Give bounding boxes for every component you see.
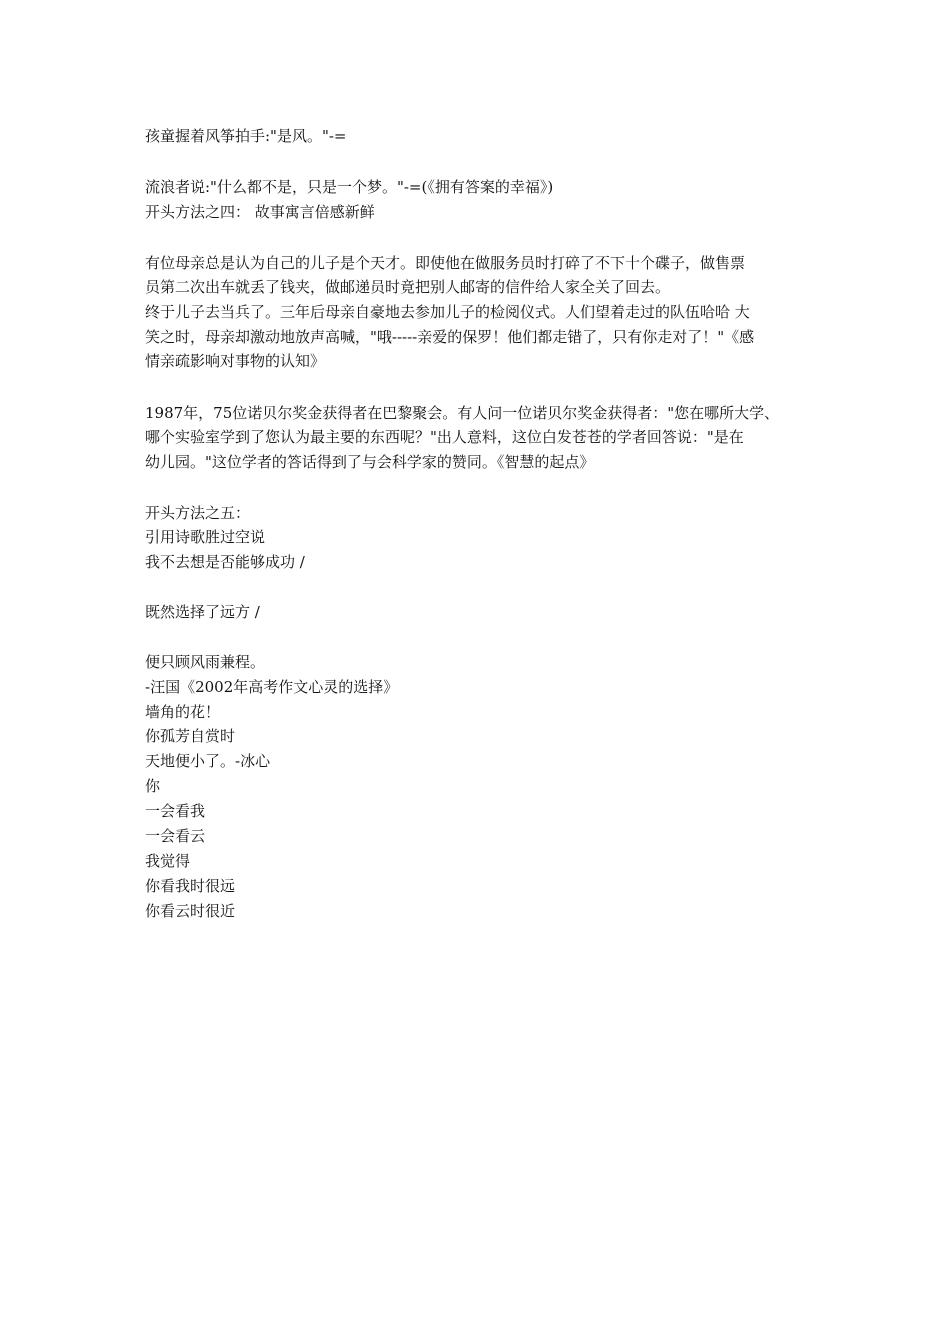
- text-line-2: 流浪者说:"什么都不是，只是一个梦。"-=(《拥有答案的幸福》): [145, 178, 554, 196]
- poem-line-5: 你孤芳自赏时: [145, 727, 236, 745]
- poem-line-1: 我不去想是否能够成功 /: [145, 553, 305, 571]
- poem-line-7: 你: [145, 777, 161, 795]
- text-line-1: 孩童握着风筝拍手:"是风。"-=: [145, 127, 347, 145]
- poem-line-3: 便只顾风雨兼程。: [145, 653, 266, 671]
- story-1-line-2: 员第二次出车就丢了钱夹，做邮递员时竟把别人邮寄的信件给人家全关了回去。: [145, 278, 671, 296]
- poem-line-9: 一会看云: [145, 827, 206, 845]
- poem-line-8: 一会看我: [145, 802, 206, 820]
- poem-line-10: 我觉得: [145, 852, 191, 870]
- story-2-line-3: 幼儿园。"这位学者的答话得到了与会科学家的赞同。《智慧的起点》: [145, 453, 595, 471]
- poem-line-12: 你看云时很近: [145, 902, 236, 920]
- story-1-line-5: 情亲疏影响对事物的认知》: [145, 352, 326, 370]
- story-1-line-1: 有位母亲总是认为自己的儿子是个天才。即使他在做服务员时打碎了不下十个碟子，做售票: [145, 254, 746, 272]
- poem-attribution-1: -汪国《2002年高考作文心灵的选择》: [145, 678, 399, 696]
- story-1-line-3: 终于儿子去当兵了。三年后母亲自豪地去参加儿子的检阅仪式。人们望着走过的队伍哈哈 大: [145, 303, 750, 321]
- poem-line-11: 你看我时很远: [145, 877, 236, 895]
- section-heading-method-4: 开头方法之四： 故事寓言倍感新鲜: [145, 203, 375, 221]
- poem-line-2: 既然选择了远方 /: [145, 603, 260, 621]
- story-2-line-2: 哪个实验室学到了您认为最主要的东西呢？"出人意料，这位白发苍苍的学者回答说："是在: [145, 428, 744, 446]
- story-1-line-4: 笑之时，母亲却激动地放声高喊，"哦-----亲爱的保罗！他们都走错了，只有你走对了！"《感: [145, 328, 755, 346]
- section-heading-method-5: 开头方法之五：: [145, 504, 251, 522]
- poem-line-4: 墙角的花！: [145, 703, 221, 721]
- poem-line-6: 天地便小了。-冰心: [145, 752, 271, 770]
- section-subheading: 引用诗歌胜过空说: [145, 528, 266, 546]
- story-2-line-1: 1987年，75位诺贝尔奖金获得者在巴黎聚会。有人问一位诺贝尔奖金获得者："您在哪所大学、: [145, 404, 780, 422]
